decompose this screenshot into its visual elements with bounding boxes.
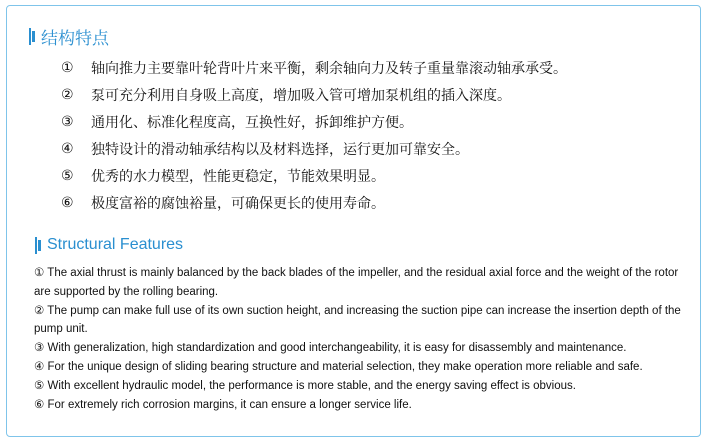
list-item: ③ With generalization, high standardization and good interchangeability, it is easy for disassembly and maintenance. xyxy=(34,342,627,355)
item-number: ⑤ xyxy=(61,167,74,184)
list-item: ④ For the unique design of sliding bearing structure and material selection, they make operation more reliable and safe. xyxy=(34,360,643,373)
list-item: ⑥ For extremely rich corrosion margins, it can ensure a longer service life. xyxy=(34,398,412,411)
list-item xyxy=(61,108,567,135)
item-text: 极度富裕的腐蚀裕量，可确保更长的使用寿命。 xyxy=(91,195,385,212)
list-item: ② The pump can make full use of its own suction height, and increasing the suction pipe can increase the insertion depth of the pump unit. xyxy=(34,304,681,336)
item-number: ② xyxy=(61,86,74,103)
item-number: ① xyxy=(61,59,74,76)
list-item xyxy=(61,135,567,162)
feature-list-en xyxy=(34,264,694,414)
list-item xyxy=(61,81,567,108)
item-text: 轴向推力主要靠叶轮背叶片来平衡，剩余轴向力及转子重量靠滚动轴承承受。 xyxy=(91,60,567,77)
list-item: ⑤ With excellent hydraulic model, the performance is more stable, and the energy saving effect is obvious. xyxy=(34,379,576,392)
section-title-zh: 结构特点 xyxy=(41,29,109,49)
section-heading-zh xyxy=(29,24,109,49)
item-text: 泵可充分利用自身吸上高度，增加吸入管可增加泵机组的插入深度。 xyxy=(91,87,511,104)
list-item xyxy=(61,162,567,189)
feature-list-zh xyxy=(61,54,567,216)
list-item xyxy=(61,54,567,81)
item-number: ⑥ xyxy=(61,194,74,211)
item-text: 通用化、标准化程度高，互换性好，拆卸维护方便。 xyxy=(91,114,413,131)
section-title-en: Structural Features xyxy=(47,236,184,253)
item-number: ③ xyxy=(61,113,74,130)
list-item xyxy=(61,189,567,216)
bar-marker-icon xyxy=(35,237,42,254)
bar-marker-icon xyxy=(29,28,36,45)
section-heading-en xyxy=(35,236,183,254)
item-text: 独特设计的滑动轴承结构以及材料选择，运行更加可靠安全。 xyxy=(91,141,469,158)
item-number: ④ xyxy=(61,140,74,157)
list-item: ① The axial thrust is mainly balanced by the back blades of the impeller, and the residual axial force and the weight of the rotor are supported by the rolling bearing. xyxy=(34,267,679,298)
item-text: 优秀的水力模型，性能更稳定，节能效果明显。 xyxy=(91,168,385,185)
content-frame xyxy=(6,5,701,437)
